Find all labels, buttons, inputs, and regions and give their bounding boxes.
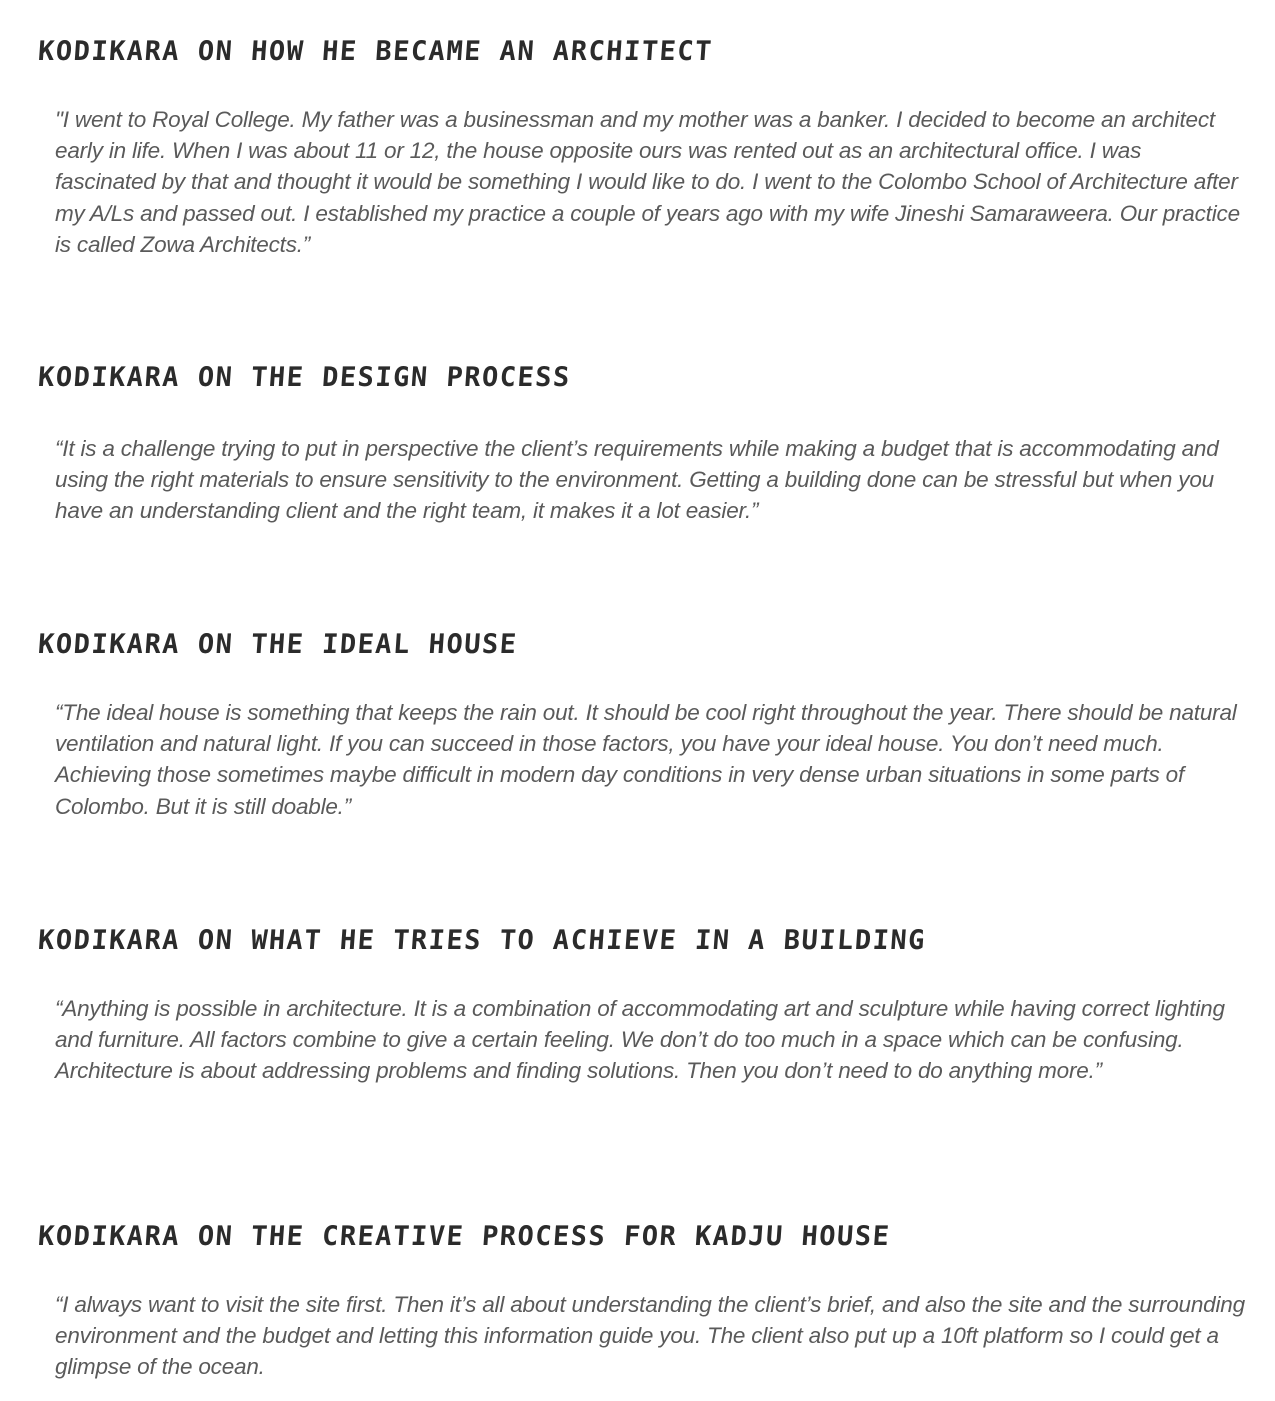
section-quote-kadju-house: “I always want to visit the site first. Then it’s all about understanding the client’s brief, and also the site and the surrounding environment and the budget and letting this information guide you. The client also put up a 10ft platform so I could get a glimpse of the ocean.	[55, 1292, 1245, 1380]
section-quote-design-process: “It is a challenge trying to put in perspective the client’s requirements while making a budget that is accommodating and using the right materials to ensure sensitivity to the environment. Getting a building done can be stressful but when you have an understanding client and the right team, it makes it a lot easier.”	[55, 436, 1219, 524]
section-quote-becoming-architect: "I went to Royal College. My father was a businessman and my mother was a banker. I decided to become an architect early in life. When I was about 11 or 12, the house opposite ours was rented out as an architectural office. I was fascinated by that and thought it would be something I would like to do. I went to the Colombo School of Architecture after my A/Ls and passed out. I established my practice a couple of years ago with my wife Jineshi Samaraweera. Our practice is called Zowa Architects.”	[55, 107, 1240, 257]
section-heading-kadju-house: KODIKARA ON THE CREATIVE PROCESS FOR KADJU HOUSE	[36, 1221, 892, 1252]
section-heading-building-goals: KODIKARA ON WHAT HE TRIES TO ACHIEVE IN A BUILDING	[36, 925, 927, 956]
section-quote-ideal-house: “The ideal house is something that keeps the rain out. It should be cool right throughout the year. There should be natural ventilation and natural light. If you can succeed in those factors, you have your ideal house. You don’t need much. Achieving those sometimes maybe difficult in modern day conditions in very dense urban situations in some parts of Colombo. But it is still doable.”	[55, 700, 1237, 819]
section-heading-ideal-house: KODIKARA ON THE IDEAL HOUSE	[36, 629, 519, 660]
section-heading-becoming-architect: KODIKARA ON HOW HE BECAME AN ARCHITECT	[36, 36, 714, 67]
section-heading-design-process: KODIKARA ON THE DESIGN PROCESS	[36, 362, 572, 393]
section-quote-building-goals: “Anything is possible in architecture. It is a combination of accommodating art and sculpture while having correct lighting and furniture. All factors combine to give a certain feeling. We don’t do too much in a space which can be confusing. Architecture is about addressing problems and finding solutions. Then you don’t need to do anything more.”	[55, 996, 1225, 1084]
